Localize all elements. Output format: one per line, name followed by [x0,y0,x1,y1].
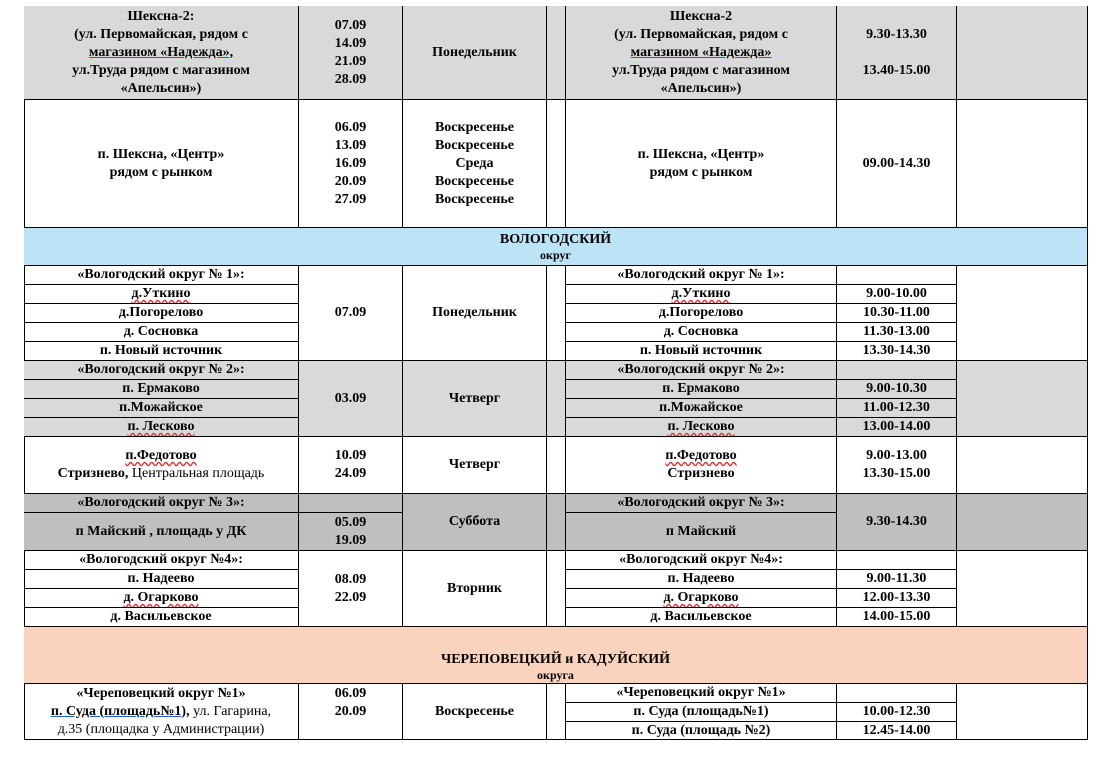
okrug1-place-right: д. Сосновка [566,323,837,342]
spacer-cell [547,551,566,627]
okrug4-place-left: д. Васильевское [24,608,299,627]
okrug2-place-right: п.Можайское [566,399,837,418]
spacer-cell [547,494,566,551]
okrug1-place-right: п. Новый источник [566,342,837,361]
fedotovo-dates: 10.09 24.09 [299,437,403,494]
okrug4-header-left: «Вологодский округ №4»: [24,551,299,570]
notes-cell [957,6,1088,100]
okrug2-header-left: «Вологодский округ № 2»: [24,361,299,380]
okrug1-time: 13.30-14.30 [837,342,957,361]
fedotovo-day: Четверг [403,437,547,494]
cherep1-place-right: п. Суда (площадь№1) [566,703,837,722]
okrug4-place-right: д. Васильевское [566,608,837,627]
okrug4-header-right: «Вологодский округ №4»: [566,551,837,570]
okrug2-day: Четверг [403,361,547,437]
okrug4-time: 12.00-13.30 [837,589,957,608]
notes-cell [957,100,1088,228]
okrug2-place-left: п.Можайское [24,399,299,418]
spacer-cell [547,266,566,361]
okrug3-time: 9.30-14.30 [837,494,957,551]
okrug2-time: 9.00-10.30 [837,380,957,399]
notes-cell [957,494,1088,551]
okrug3-place-left: п Майский , площадь у ДК [24,513,299,551]
okrug3-date-blank [299,494,403,513]
spacer-cell [547,361,566,437]
okrug2-time-blank [837,361,957,380]
sheksna2-times: 9.30-13.30 13.40-15.00 [837,6,957,100]
okrug2-time: 13.00-14.00 [837,418,957,437]
cherep1-place-right: п. Суда (площадь №2) [566,722,837,740]
notes-cell [957,266,1088,361]
okrug3-header-left: «Вологодский округ № 3»: [24,494,299,513]
notes-cell [957,437,1088,494]
okrug1-place-right: д.Погорелово [566,304,837,323]
sheksna2-location-right: Шексна-2 (ул. Первомайская, рядом с магазином «Надежда» ул.Труда рядом с магазином «Апельсин») [566,6,837,100]
spacer-cell [547,100,566,228]
notes-cell [957,684,1088,740]
sheksna2-dates: 07.09 14.09 21.09 28.09 [299,6,403,100]
okrug4-place-left: п. Надеево [24,570,299,589]
okrug2-place-left: п. Лесково [24,418,299,437]
okrug1-place-right: д.Уткино [566,285,837,304]
cherep1-day: Воскресенье [403,684,547,740]
okrug2-time: 11.00-12.30 [837,399,957,418]
okrug1-place-left: д. Сосновка [24,323,299,342]
okrug4-place-right: д. Огарково [566,589,837,608]
okrug1-time: 11.30-13.00 [837,323,957,342]
sheksna2-location-left: Шексна-2: (ул. Первомайская, рядом с магазином «Надежда», ул.Труда рядом с магазином «Апельсин») [24,6,299,100]
okrug4-day: Вторник [403,551,547,627]
okrug1-place-left: д.Погорелово [24,304,299,323]
notes-cell [957,361,1088,437]
okrug3-header-right: «Вологодский округ № 3»: [566,494,837,513]
notes-cell [957,551,1088,627]
okrug1-header-left: «Вологодский округ № 1»: [24,266,299,285]
okrug1-date: 07.09 [299,266,403,361]
sheksna-center-days: Воскресенье Воскресенье Среда Воскресенье Воскресенье [403,100,547,228]
okrug4-time: 9.00-11.30 [837,570,957,589]
okrug3-dates: 05.09 19.09 [299,513,403,551]
fedotovo-times: 9.00-13.00 13.30-15.00 [837,437,957,494]
okrug2-place-left: п. Ермаково [24,380,299,399]
okrug3-place-right: п Майский [566,513,837,551]
cherep1-time-blank [837,684,957,703]
spacer-cell [547,684,566,740]
okrug4-time: 14.00-15.00 [837,608,957,627]
section-header-vologda: ВОЛОГОДСКИЙ округ [24,228,1088,266]
spacer-cell [547,6,566,100]
okrug2-place-right: п. Лесково [566,418,837,437]
okrug4-place-right: п. Надеево [566,570,837,589]
sheksna-center-location-right: п. Шексна, «Центр» рядом с рынком [566,100,837,228]
okrug1-header-right: «Вологодский округ № 1»: [566,266,837,285]
okrug1-place-left: п. Новый источник [24,342,299,361]
cherep1-time: 10.00-12.30 [837,703,957,722]
sheksna-center-time: 09.00-14.30 [837,100,957,228]
section-header-cherepovets: ЧЕРЕПОВЕЦКИЙ и КАДУЙСКИЙ округа [24,627,1088,684]
okrug1-time: 9.00-10.00 [837,285,957,304]
fedotovo-location-left: п.Федотово Стризнево, Центральная площадь [24,437,299,494]
okrug2-date: 03.09 [299,361,403,437]
cherep1-header-right: «Череповецкий округ №1» [566,684,837,703]
fedotovo-location-right: п.Федотово Стризнево [566,437,837,494]
okrug4-place-left: д. Огарково [24,589,299,608]
okrug4-dates: 08.09 22.09 [299,551,403,627]
okrug1-time: 10.30-11.00 [837,304,957,323]
okrug4-time-blank [837,551,957,570]
cherep1-location-left: «Череповецкий округ №1» п. Суда (площадь№1), ул. Гагарина, д.35 (площадка у Администрации) [24,684,299,740]
sheksna-center-location-left: п. Шексна, «Центр» рядом с рынком [24,100,299,228]
okrug1-day: Понедельник [403,266,547,361]
okrug3-day: Суббота [403,494,547,551]
okrug2-header-right: «Вологодский округ № 2»: [566,361,837,380]
okrug1-time-blank [837,266,957,285]
cherep1-time: 12.45-14.00 [837,722,957,740]
schedule-table [24,6,1088,740]
spacer-cell [547,437,566,494]
cherep1-dates: 06.09 20.09 [299,684,403,740]
okrug1-place-left: д.Уткино [24,285,299,304]
okrug2-place-right: п. Ермаково [566,380,837,399]
sheksna-center-dates: 06.09 13.09 16.09 20.09 27.09 [299,100,403,228]
sheksna2-day: Понедельник [403,6,547,100]
